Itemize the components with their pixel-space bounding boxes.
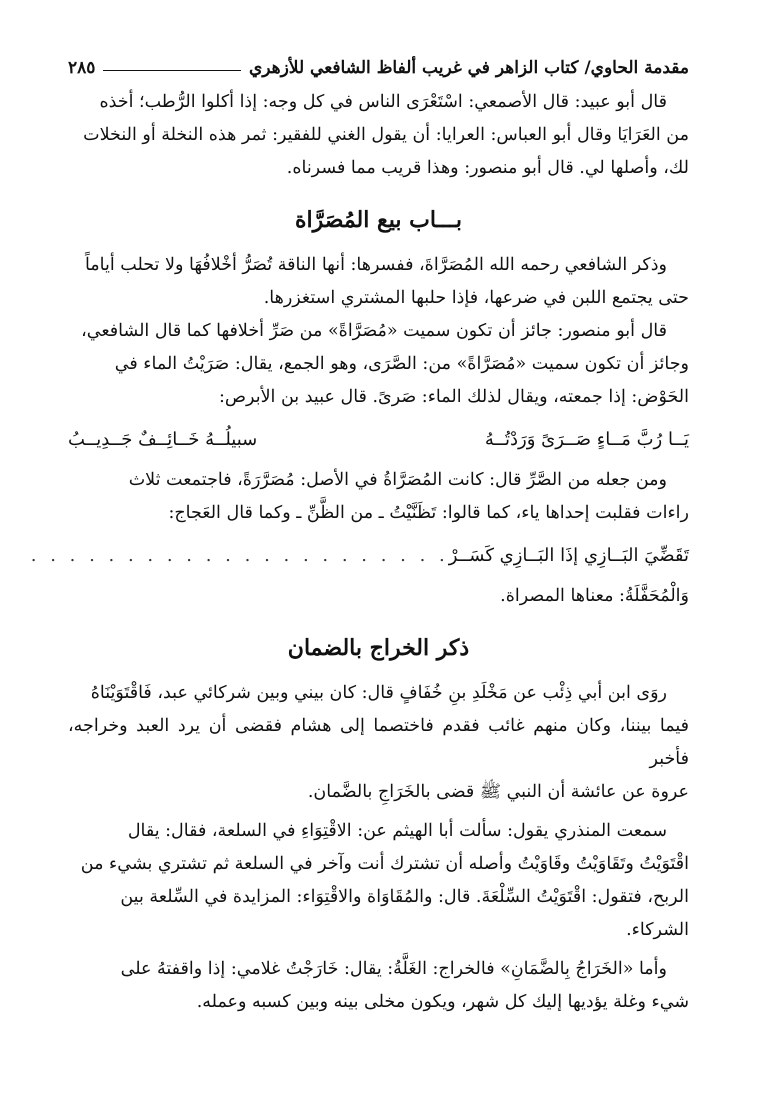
text-line: قال أبو منصور: جائز أن تكون سميت «مُصَرَّاةً» من صَرِّ أخلافها كما قال الشافعي، xyxy=(81,321,667,341)
verse-first-hemistich: تَقَضِّيَ البَــازِي إذَا البَــازِي كَسَــرْ xyxy=(448,545,689,566)
paragraph xyxy=(68,677,689,809)
paragraph xyxy=(68,815,689,947)
paragraph xyxy=(68,953,689,1019)
section-heading-musarrat: بـــاب بيع المُصَرَّاة xyxy=(294,207,463,233)
verse-ellipsis: . . . . . . . . . . . . . . . . . . . . . . xyxy=(30,545,449,566)
paragraph xyxy=(68,315,689,414)
text-line: الشركاء. xyxy=(626,920,689,940)
text-line: روَى ابن أبي ذِئْب عن مَخْلَدِ بنِ خُفَافٍ قال: كان بيني وبين شركائي عبد، فَاقْتَوَيْنَاهُ xyxy=(90,683,667,703)
text-line: الحَوْض: إذا جمعته، ويقال لذلك الماء: صَرىً. قال عبيد بن الأبرص: xyxy=(219,387,689,407)
verse-second-hemistich: سبيلُــهُ خَــائِــفٌ جَــدِيــبُ xyxy=(68,429,258,450)
text-line: الربح، فتقول: اقْتَوَيْتُ السِّلْعَةَ. قال: والمُقَاوَاة والاقْتِوَاء: المزايدة في السِّلعة بين xyxy=(120,887,689,907)
intro-paragraph xyxy=(68,86,689,185)
paragraph xyxy=(68,464,689,530)
running-header xyxy=(68,48,689,78)
poetry-verse xyxy=(30,538,689,574)
text-line: راءات فقلبت إحداها ياء، كما قالوا: تَظَنَّيْتُ ـ من الظَّنِّ ـ وكما قال العَجاج: xyxy=(168,503,689,523)
page-number: ٢٨٥ xyxy=(68,58,96,78)
text-line: عروة عن عائشة أن النبي ﷺ قضى بالخَرَاجِ بالضَّمان. xyxy=(307,782,689,802)
paragraph xyxy=(68,249,689,315)
text-line: حتى يجتمع اللبن في ضرعها، فإذا حلبها المشتري استغزرها. xyxy=(263,288,689,308)
header-rule xyxy=(103,70,241,71)
text-line: وَالْمُحَفَّلَةُ: معناها المصراة. xyxy=(500,586,689,606)
section-heading-kharaj: ذكر الخراج بالضمان xyxy=(287,635,470,661)
running-title: مقدمة الحاوي/ كتاب الزاهر في غريب ألفاظ الشافعي للأزهري xyxy=(248,58,689,78)
text-line: من العَرَايَا وقال أبو العباس: العرايا: أن يقول الغني للفقير: ثمر هذه النخلة أو النخلات xyxy=(83,125,689,145)
text-line: وذكر الشافعي رحمه الله المُصَرَّاةَ، ففسرها: أنها الناقة تُصَرُّ أخْلافُهَا ولا تحلب أياماً xyxy=(84,255,667,275)
text-line: لك، وأصلها لي. قال أبو منصور: وهذا قريب مما فسرناه. xyxy=(286,158,689,178)
text-line: ومن جعله من الصَّرِّ قال: كانت المُصَرَّاةُ في الأصل: مُصَرَّرَةً، فاجتمعت ثلاث xyxy=(128,470,667,490)
text-line: قال أبو عبيد: قال الأصمعي: اسْتَعْرَى الناس في كل وجه: إذا أكلوا الرُّطب؛ أخذه xyxy=(99,92,667,112)
text-line: وجائز أن تكون سميت «مُصَرَّاةً» من: الصَّرَى، وهو الجمع، يقال: صَرَيْتُ الماء في xyxy=(114,354,689,374)
text-line: سمعت المنذري يقول: سألت أبا الهيثم عن: الاقْتِوَاءِ في السلعة، فقال: يقال xyxy=(127,821,667,841)
text-line: اقْتَوَيْتُ وتَقَاوَيْتُ وقَاوَيْتُ وأصله أن تشترك أنت وآخر في السلعة ثم تشتري بشيء من xyxy=(80,854,689,874)
text-line: شيء وغلة يؤديها إليك كل شهر، ويكون مخلى بينه وبين كسبه وعمله. xyxy=(196,992,689,1012)
text-line: وأما «الخَرَاجُ بِالضَّمَانِ» فالخراج: الغَلَّةُ: يقال: خَارَجْتُ غلامي: إذا واقفتهُ على xyxy=(120,959,667,979)
text-line: فيما بيننا، وكان منهم غائب فقدم فاختصما إلى هشام فقضى أن يرد العبد وخراجه، فأخبر xyxy=(68,716,689,769)
verse-first-hemistich: يَــا رُبَّ مَــاءٍ صَــرَىً وَرَدْتُــهُ xyxy=(484,429,689,450)
poetry-verse xyxy=(68,422,689,458)
